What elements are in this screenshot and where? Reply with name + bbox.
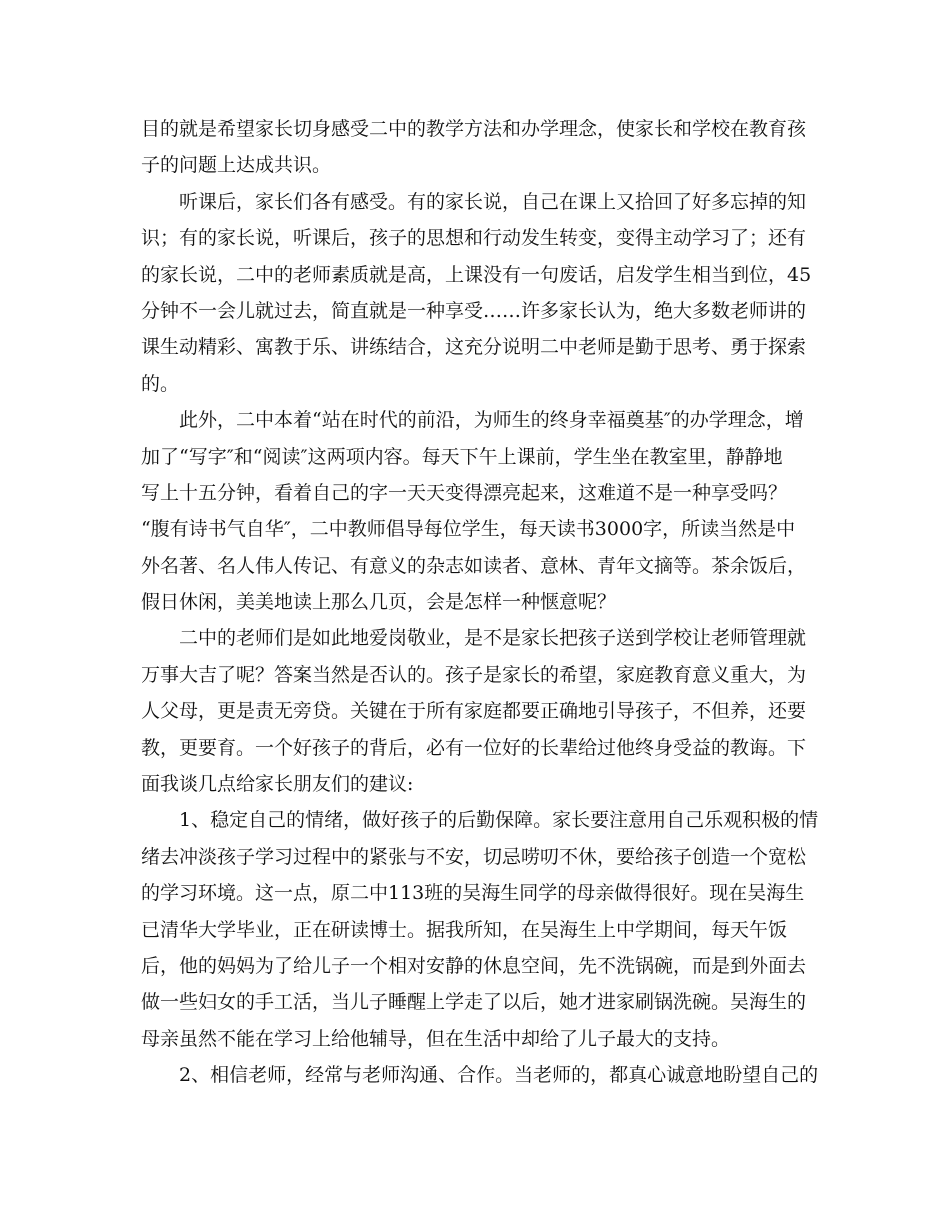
paragraph-start-line: 此外，二中本着“站在时代的前沿，为师生的终身幸福奠基″的办学理念，增 (179, 409, 804, 432)
text-line: 后，他的妈妈为了给儿子一个相对安静的休息空间，先不洗锅碗，而是到外面去 (141, 954, 807, 977)
text-line: 教，更要育。一个好孩子的背后，必有一位好的长辈给过他终身受益的教诲。下 (141, 736, 807, 759)
text-line: 面我谈几点给家长朋友们的建议: (141, 773, 414, 796)
text-line: 加了“写字″和“阅读″这两项内容。每天下午上课前，学生坐在教室里，静静地 (141, 445, 783, 468)
paragraph-start-line: 听课后，家长们各有感受。有的家长说，自己在课上又拾回了好多忘掉的知 (179, 190, 807, 213)
text-line: 写上十五分钟，看着自己的字一天天变得漂亮起来，这难道不是一种享受吗？ (141, 481, 788, 504)
text-line: 母亲虽然不能在学习上给他辅导，但在生活中却给了儿子最大的支持。 (141, 1027, 731, 1050)
paragraph-start-line: 2、相信老师，经常与老师沟通、合作。当老师的，都真心诚意地盼望自己的 (179, 1064, 819, 1087)
text-line: 已清华大学毕业，正在研读博士。据我所知，在吴海生上中学期间，每天午饭 (141, 918, 788, 941)
text-line: 目的就是希望家长切身感受二中的教学方法和办学理念，使家长和学校在教育孩 (141, 118, 807, 140)
text-line: 的学习环境。这一点，原二中113班的吴海生同学的母亲做得很好。现在吴海生 (141, 882, 805, 905)
text-line: 识；有的家长说，听课后，孩子的思想和行动发生转变，变得主动学习了；还有 (141, 227, 807, 250)
paragraph-start-line: 二中的老师们是如此地爱岗敬业，是不是家长把孩子送到学校让老师管理就 (179, 627, 807, 650)
document-body (141, 111, 819, 1094)
text-line: 的家长说，二中的老师素质就是高，上课没有一句废话，启发学生相当到位，45 (141, 263, 812, 286)
text-line: 做一些妇女的手工活，当儿子睡醒上学走了以后，她才进家刷锅洗碗。吴海生的 (141, 991, 807, 1014)
text-line: 的。 (141, 372, 180, 395)
paragraph-start-line: 1、稳定自己的情绪，做好孩子的后勤保障。家长要注意用自己乐观积极的情 (179, 809, 819, 832)
text-line: 绪去冲淡孩子学习过程中的紧张与不安，切忌唠叨不休，要给孩子创造一个宽松 (141, 845, 807, 868)
text-line: 外名著、名人伟人传记、有意义的杂志如读者、意林、青年文摘等。茶余饭后， (141, 554, 807, 577)
text-line: “腹有诗书气自华″，二中教师倡导每位学生，每天读书3000字，所读当然是中 (141, 518, 796, 541)
text-line: 万事大吉了呢？答案当然是否认的。孩子是家长的希望，家庭教育意义重大，为 (141, 663, 807, 686)
text-line: 分钟不一会儿就过去，简直就是一种享受……许多家长认为，绝大多数老师讲的 (141, 299, 807, 322)
text-line: 课生动精彩、寓教于乐、讲练结合，这充分说明二中老师是勤于思考、勇于探索 (141, 336, 807, 359)
text-line: 假日休闲，美美地读上那么几页，会是怎样一种惬意呢？ (141, 591, 617, 614)
text-line: 子的问题上达成共识。 (141, 154, 332, 177)
text-line: 人父母，更是责无旁贷。关键在于所有家庭都要正确地引导孩子，不但养，还要 (141, 700, 807, 723)
